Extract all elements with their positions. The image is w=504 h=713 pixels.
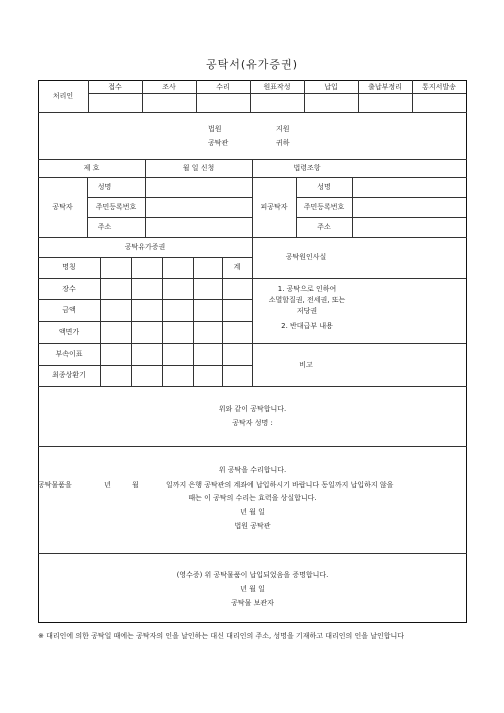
depositor-label: 공탁자 (52, 203, 73, 211)
securities-row-face-value: 액면가 (58, 328, 80, 336)
remarks-label: 비고 (299, 361, 313, 369)
depositee-address-label: 주소 (317, 223, 331, 231)
cause-item-2: 2. 반대급부 내용 (281, 322, 333, 330)
securities-row-count: 장수 (62, 285, 76, 293)
header-cashbook: 출납부정리 (368, 83, 402, 91)
securities-row-name: 명칭 (62, 263, 76, 271)
cause-item-1: 1. 공탁으로 인하여 (277, 285, 337, 293)
securities-header: 공탁유가증권 (124, 243, 166, 251)
securities-row-maturity: 최종상환기 (52, 371, 86, 379)
depositor-address-label: 주소 (97, 223, 112, 231)
header-payment: 납입 (324, 83, 338, 91)
depositor-name-label: 성명 (97, 183, 112, 191)
footnote: ※ 대리인에 의한 공탁일 때에는 공탁자의 인을 날인하는 대신 대리인의 주소, 성명을 기재하고 대리인의 인을 날인합니다 (38, 632, 405, 640)
statement-line-1: 위와 같이 공탁합니다. (218, 405, 287, 413)
receipt-keeper: 공탁물 보관자 (231, 599, 274, 607)
officer-label: 공탁관 (208, 139, 229, 147)
case-number-label: 제 호 (83, 164, 100, 172)
acceptance-line-1: 위 공탁을 수리합니다. (218, 466, 287, 474)
header-investigation: 조사 (162, 83, 176, 91)
cause-item-1c: 저당권 (296, 307, 318, 315)
court-label: 법원 (208, 125, 222, 133)
law-article-label: 법령조항 (293, 164, 321, 172)
header-receipt: 접수 (108, 83, 122, 91)
page-title: 공탁서(유가증권) (206, 58, 298, 71)
cause-header: 공탁원인사실 (285, 253, 327, 261)
acceptance-line-3: 때는 이 공탁의 수리는 효력을 상실합니다. (188, 494, 317, 502)
branch-label: 지원 (276, 125, 290, 133)
header-acceptance: 수리 (216, 83, 230, 91)
header-notice: 통지서발송 (422, 83, 456, 91)
receipt-line-1: (영수증) 위 공탁물품이 납입되었음을 증명합니다. (176, 571, 329, 579)
processor-label: 처리인 (52, 92, 74, 100)
acceptance-date: 년 월 일 (240, 508, 265, 516)
addressee-label: 귀하 (276, 139, 290, 147)
depositee-reg-label: 주민등록번호 (303, 203, 345, 211)
acceptance-officer: 법원 공탁관 (234, 522, 271, 530)
securities-total-label: 계 (233, 263, 241, 271)
depositee-label: 피공탁자 (260, 203, 288, 211)
application-date-label: 월 일 신청 (182, 164, 215, 172)
acceptance-goods-label: 공탁물품을 (38, 481, 72, 489)
acceptance-month: 월 (132, 481, 139, 489)
securities-row-amount: 금액 (62, 306, 76, 314)
receipt-date: 년 월 일 (240, 585, 265, 593)
depositee-name-label: 성명 (317, 183, 331, 191)
statement-line-2: 공탁자 성명 : (232, 419, 273, 427)
securities-row-coupon: 부속이표 (55, 350, 83, 358)
cause-item-1b: 소멸할질권, 전세권, 또는 (268, 296, 346, 304)
acceptance-year: 년 (104, 481, 111, 489)
header-ledger-entry: 원표작성 (263, 83, 291, 91)
depositor-reg-label: 주민등록번호 (95, 203, 137, 211)
acceptance-instruction: 일까지 은행 공탁관의 계좌에 납입하시기 바랍니다 동일까지 납입하지 않을 (166, 481, 394, 489)
